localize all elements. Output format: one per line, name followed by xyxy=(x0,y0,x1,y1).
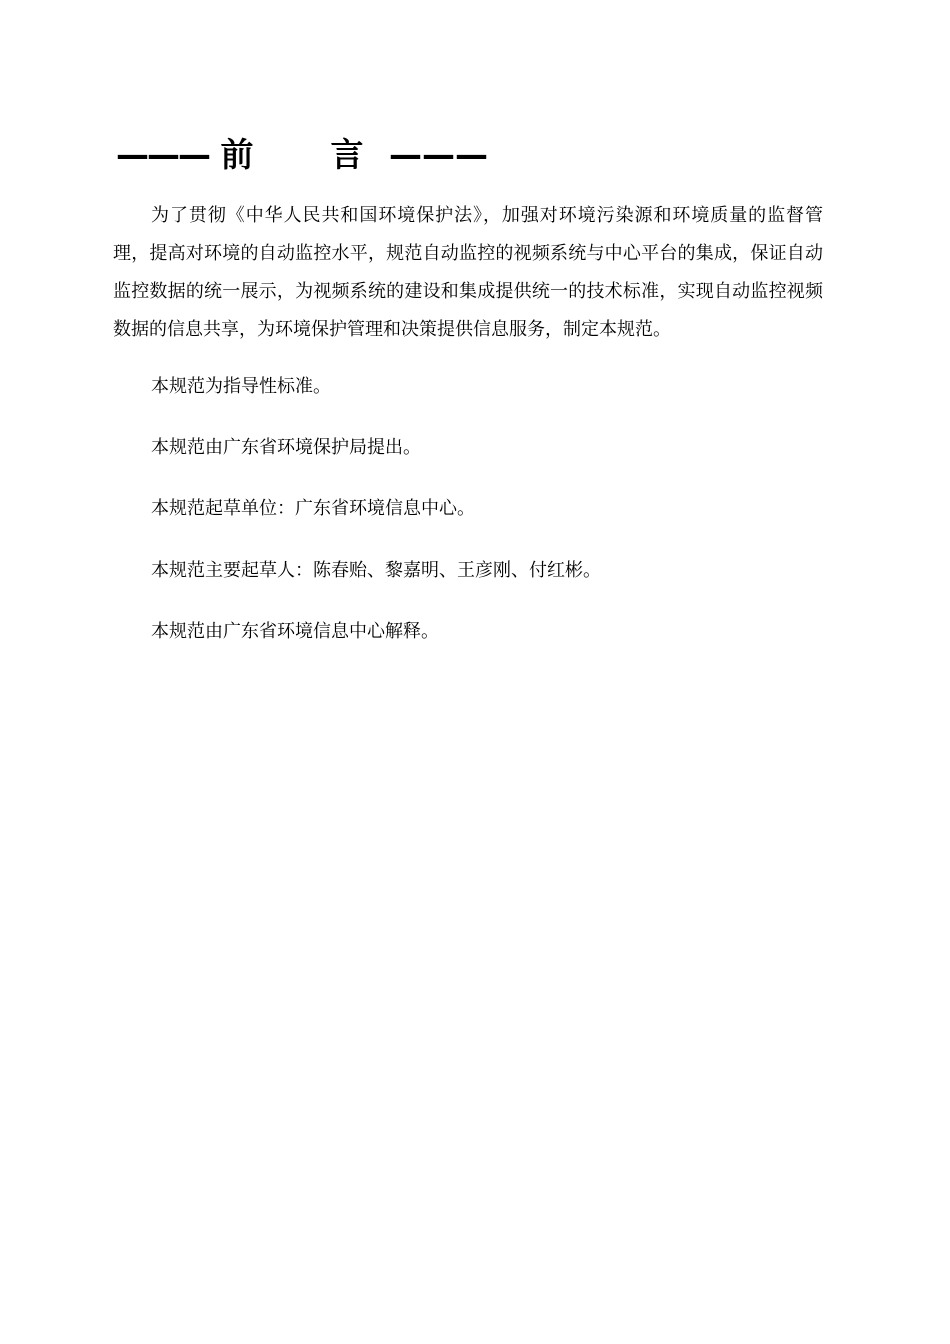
statement-standard-type: 本规范为指导性标准。 xyxy=(151,376,331,397)
statement-interpreter: 本规范由广东省环境信息中心解释。 xyxy=(151,621,439,642)
heading-char-yan: 言 xyxy=(330,135,364,174)
heading-char-qian: 前 xyxy=(220,135,254,174)
intro-paragraph: 为了贯彻《中华人民共和国环境保护法》，加强对环境污染源和环境质量的监督管理，提高对环境的自动监控水平，规范自动监控的视频系统与中心平台的集成，保证自动监控数据的统一展示，为视频系统的建设和集成提供统一的技术标准，实现自动监控视频数据的信息共享，为环境保护管理和决策提供信息服务，制定本规范。 xyxy=(113,205,823,340)
statement-drafting-unit: 本规范起草单位：广东省环境信息中心。 xyxy=(151,498,475,519)
heading-dash-right: ——— xyxy=(389,135,488,174)
preface-heading xyxy=(116,130,516,180)
statement-drafters: 本规范主要起草人：陈春贻、黎嘉明、王彦刚、付红彬。 xyxy=(151,560,601,581)
statement-proposer: 本规范由广东省环境保护局提出。 xyxy=(151,437,421,458)
heading-dash-left: ——— xyxy=(116,135,209,174)
